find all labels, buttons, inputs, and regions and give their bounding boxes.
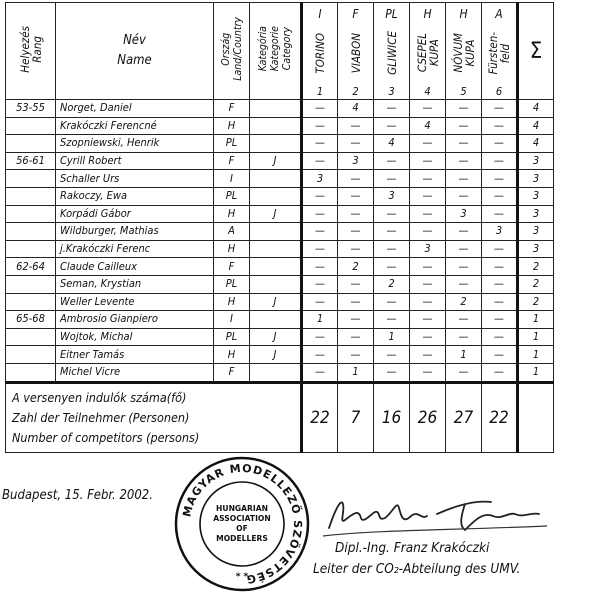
result-cell: — bbox=[374, 205, 410, 223]
competition-header-2 bbox=[338, 3, 374, 100]
country-cell: H bbox=[214, 205, 250, 223]
result-cell: — bbox=[410, 258, 446, 276]
competition-number: 2 bbox=[352, 85, 359, 98]
result-cell: — bbox=[446, 328, 482, 346]
result-cell: — bbox=[374, 293, 410, 311]
signer-role: Leiter der CO₂-Abteilung des UMV. bbox=[313, 561, 521, 577]
sum-cell: 3 bbox=[518, 223, 554, 241]
result-cell: — bbox=[482, 311, 518, 329]
competitors-count-3: 16 bbox=[374, 382, 410, 452]
sum-cell: 3 bbox=[518, 170, 554, 188]
country-cell: H bbox=[214, 117, 250, 135]
competitor-name: Michel Vicre bbox=[56, 363, 214, 382]
result-cell: — bbox=[482, 258, 518, 276]
competitor-name: Eitner Tamás bbox=[56, 346, 214, 364]
country-cell: PL bbox=[214, 275, 250, 293]
result-cell: — bbox=[302, 346, 338, 364]
result-cell: — bbox=[302, 240, 338, 258]
table-row bbox=[6, 152, 554, 170]
stamp-stars: * * bbox=[235, 572, 249, 582]
competitor-name: Wojtok, Michal bbox=[56, 328, 214, 346]
table-row bbox=[6, 293, 554, 311]
result-cell: — bbox=[410, 152, 446, 170]
rank-cell bbox=[6, 346, 56, 364]
competition-header-4 bbox=[410, 3, 446, 100]
result-cell: — bbox=[446, 363, 482, 382]
result-cell: — bbox=[338, 135, 374, 153]
country-cell: I bbox=[214, 311, 250, 329]
table-row bbox=[6, 170, 554, 188]
result-cell: 1 bbox=[338, 363, 374, 382]
result-cell: 2 bbox=[446, 293, 482, 311]
stamp-line-2: ASSOCIATION bbox=[213, 514, 271, 523]
rank-cell bbox=[6, 363, 56, 382]
competitors-count-5: 27 bbox=[446, 382, 482, 452]
result-cell: — bbox=[482, 363, 518, 382]
table-row bbox=[6, 240, 554, 258]
result-cell: — bbox=[338, 170, 374, 188]
sum-header: Σ bbox=[518, 3, 554, 100]
competitors-count-sum bbox=[518, 382, 554, 452]
competitor-name: Norget, Daniel bbox=[56, 100, 214, 118]
competitor-name: Cyrill Robert bbox=[56, 152, 214, 170]
result-cell: — bbox=[482, 205, 518, 223]
result-cell: — bbox=[374, 363, 410, 382]
result-cell: — bbox=[374, 346, 410, 364]
category-cell bbox=[250, 117, 302, 135]
result-cell: — bbox=[410, 205, 446, 223]
country-cell: PL bbox=[214, 187, 250, 205]
result-cell: — bbox=[302, 223, 338, 241]
stamp-line-3: OF bbox=[236, 524, 248, 533]
signature bbox=[315, 490, 555, 540]
competitor-name: Weller Levente bbox=[56, 293, 214, 311]
competitor-name: Seman, Krystian bbox=[56, 275, 214, 293]
competitors-count-1: 22 bbox=[302, 382, 338, 452]
result-cell: 2 bbox=[338, 258, 374, 276]
result-cell: — bbox=[410, 187, 446, 205]
result-cell: — bbox=[338, 346, 374, 364]
result-cell: 4 bbox=[338, 100, 374, 118]
competitor-name: Wildburger, Mathias bbox=[56, 223, 214, 241]
result-cell: — bbox=[338, 223, 374, 241]
competition-country: H bbox=[459, 7, 468, 21]
competition-number: 6 bbox=[495, 85, 503, 98]
result-cell: — bbox=[302, 205, 338, 223]
result-cell: — bbox=[482, 152, 518, 170]
country-cell: H bbox=[214, 293, 250, 311]
signer-name: Dipl.-Ing. Franz Krakóczki bbox=[335, 540, 490, 556]
table-row bbox=[6, 275, 554, 293]
category-cell bbox=[250, 258, 302, 276]
category-cell bbox=[250, 223, 302, 241]
result-cell: — bbox=[410, 275, 446, 293]
country-cell: H bbox=[214, 346, 250, 364]
category-cell: J bbox=[250, 152, 302, 170]
category-cell bbox=[250, 363, 302, 382]
result-cell: — bbox=[446, 170, 482, 188]
sum-cell: 4 bbox=[518, 100, 554, 118]
rank-cell bbox=[6, 170, 56, 188]
category-cell: J bbox=[250, 293, 302, 311]
result-cell: 3 bbox=[410, 240, 446, 258]
table-row bbox=[6, 100, 554, 118]
country-cell: F bbox=[214, 363, 250, 382]
result-cell: — bbox=[482, 328, 518, 346]
rank-cell bbox=[6, 240, 56, 258]
result-cell: 3 bbox=[374, 187, 410, 205]
result-cell: — bbox=[374, 117, 410, 135]
result-cell: — bbox=[374, 258, 410, 276]
sum-cell: 1 bbox=[518, 363, 554, 382]
competitor-name: Claude Cailleux bbox=[56, 258, 214, 276]
result-cell: — bbox=[410, 100, 446, 118]
table-row bbox=[6, 311, 554, 329]
competitors-count-label: A versenyen indulók száma(fő) Zahl der Teilnehmer (Personen) Number of competitors (persons) bbox=[6, 382, 302, 452]
result-cell: — bbox=[446, 100, 482, 118]
result-cell: 4 bbox=[410, 117, 446, 135]
result-cell: — bbox=[302, 187, 338, 205]
result-cell: — bbox=[338, 240, 374, 258]
sum-cell: 4 bbox=[518, 135, 554, 153]
competition-header-6 bbox=[482, 3, 518, 100]
result-cell: — bbox=[374, 152, 410, 170]
competition-country: I bbox=[318, 7, 322, 21]
category-cell bbox=[250, 100, 302, 118]
sum-cell: 1 bbox=[518, 346, 554, 364]
table-row bbox=[6, 135, 554, 153]
result-cell: 1 bbox=[302, 311, 338, 329]
result-cell: 3 bbox=[482, 223, 518, 241]
result-cell: 4 bbox=[374, 135, 410, 153]
competition-name: CSEPEL KUPA bbox=[414, 33, 441, 73]
result-cell: — bbox=[374, 100, 410, 118]
country-cell: F bbox=[214, 100, 250, 118]
category-cell: J bbox=[250, 328, 302, 346]
result-cell: — bbox=[410, 170, 446, 188]
competitor-name: Rakoczy, Ewa bbox=[56, 187, 214, 205]
country-cell: F bbox=[214, 152, 250, 170]
sum-cell: 4 bbox=[518, 117, 554, 135]
stamp-ring-text: MAGYAR MODELLEZŐ SZÖVETSÉG bbox=[180, 461, 305, 587]
result-cell: 3 bbox=[446, 205, 482, 223]
competition-name: NÓVUM KUPA bbox=[450, 33, 477, 73]
result-cell: — bbox=[302, 328, 338, 346]
competitors-count-4: 26 bbox=[410, 382, 446, 452]
result-cell: — bbox=[374, 311, 410, 329]
result-cell: — bbox=[446, 223, 482, 241]
result-cell: — bbox=[338, 311, 374, 329]
competition-header-3 bbox=[374, 3, 410, 100]
result-cell: — bbox=[446, 152, 482, 170]
sum-cell: 1 bbox=[518, 311, 554, 329]
competitor-name: Szopniewski, Henrik bbox=[56, 135, 214, 153]
result-cell: — bbox=[446, 240, 482, 258]
sum-cell: 2 bbox=[518, 275, 554, 293]
rank-cell: 62-64 bbox=[6, 258, 56, 276]
competition-country: A bbox=[495, 7, 503, 21]
sum-cell: 3 bbox=[518, 205, 554, 223]
sum-cell: 2 bbox=[518, 293, 554, 311]
table-row bbox=[6, 363, 554, 382]
result-cell: — bbox=[410, 293, 446, 311]
result-cell: — bbox=[410, 223, 446, 241]
competition-header-1 bbox=[302, 3, 338, 100]
country-header: Ország Land/Country bbox=[214, 3, 250, 100]
header-row bbox=[6, 3, 554, 100]
competition-number: 1 bbox=[316, 85, 324, 98]
result-cell: — bbox=[338, 275, 374, 293]
result-cell: — bbox=[410, 328, 446, 346]
result-cell: — bbox=[302, 363, 338, 382]
competition-name: VIABON bbox=[348, 32, 363, 74]
sum-cell: 1 bbox=[518, 328, 554, 346]
result-cell: — bbox=[302, 275, 338, 293]
category-cell bbox=[250, 135, 302, 153]
result-cell: — bbox=[482, 346, 518, 364]
table-row bbox=[6, 328, 554, 346]
result-cell: — bbox=[302, 135, 338, 153]
result-cell: — bbox=[374, 223, 410, 241]
rank-cell bbox=[6, 328, 56, 346]
category-cell bbox=[250, 187, 302, 205]
table-row bbox=[6, 223, 554, 241]
country-cell: A bbox=[214, 223, 250, 241]
result-cell: — bbox=[302, 152, 338, 170]
rank-cell: 65-68 bbox=[6, 311, 56, 329]
category-cell bbox=[250, 170, 302, 188]
result-cell: — bbox=[374, 170, 410, 188]
category-cell bbox=[250, 311, 302, 329]
category-cell: J bbox=[250, 346, 302, 364]
totals-row bbox=[6, 382, 554, 452]
rank-cell bbox=[6, 117, 56, 135]
result-cell: — bbox=[302, 100, 338, 118]
sum-cell: 3 bbox=[518, 187, 554, 205]
competition-country: PL bbox=[385, 7, 398, 21]
result-cell: 1 bbox=[374, 328, 410, 346]
country-cell: H bbox=[214, 240, 250, 258]
rank-cell bbox=[6, 293, 56, 311]
result-cell: — bbox=[410, 346, 446, 364]
country-cell: PL bbox=[214, 328, 250, 346]
result-cell: — bbox=[338, 205, 374, 223]
stamp-line-4: MODELLERS bbox=[216, 534, 268, 543]
rank-cell bbox=[6, 223, 56, 241]
table-row bbox=[6, 187, 554, 205]
table-row bbox=[6, 117, 554, 135]
result-cell: — bbox=[410, 135, 446, 153]
result-cell: — bbox=[446, 311, 482, 329]
country-cell: PL bbox=[214, 135, 250, 153]
results-table bbox=[5, 2, 554, 453]
sum-cell: 2 bbox=[518, 258, 554, 276]
rank-cell bbox=[6, 135, 56, 153]
rank-cell bbox=[6, 275, 56, 293]
rank-cell bbox=[6, 205, 56, 223]
result-cell: — bbox=[302, 293, 338, 311]
table-row bbox=[6, 258, 554, 276]
name-header: Név Name bbox=[56, 3, 214, 100]
result-cell: — bbox=[482, 240, 518, 258]
stamp-line-1: HUNGARIAN bbox=[216, 504, 268, 513]
category-cell bbox=[250, 240, 302, 258]
category-header: Kategória Kategorie Category bbox=[250, 3, 302, 100]
competition-country: F bbox=[352, 7, 359, 21]
result-cell: — bbox=[482, 170, 518, 188]
table-row bbox=[6, 205, 554, 223]
sum-cell: 3 bbox=[518, 240, 554, 258]
competition-header-5 bbox=[446, 3, 482, 100]
result-cell: 3 bbox=[338, 152, 374, 170]
association-stamp bbox=[173, 455, 311, 593]
result-cell: 3 bbox=[302, 170, 338, 188]
result-cell: — bbox=[446, 135, 482, 153]
result-cell: — bbox=[374, 240, 410, 258]
result-cell: — bbox=[482, 187, 518, 205]
competition-number: 3 bbox=[388, 85, 395, 98]
competition-country: H bbox=[423, 7, 432, 21]
result-cell: — bbox=[338, 117, 374, 135]
result-cell: — bbox=[302, 258, 338, 276]
result-cell: — bbox=[338, 328, 374, 346]
result-cell: — bbox=[446, 258, 482, 276]
result-cell: — bbox=[446, 187, 482, 205]
sum-cell: 3 bbox=[518, 152, 554, 170]
competition-name: TORINO bbox=[313, 32, 327, 74]
result-cell: — bbox=[482, 135, 518, 153]
competition-name: GLIWICE bbox=[384, 31, 399, 75]
competitors-count-6: 22 bbox=[482, 382, 518, 452]
competitor-name: j.Krakóczki Ferenc bbox=[56, 240, 214, 258]
country-cell: F bbox=[214, 258, 250, 276]
competitor-name: Schaller Urs bbox=[56, 170, 214, 188]
result-cell: — bbox=[338, 187, 374, 205]
table-row bbox=[6, 346, 554, 364]
result-cell: — bbox=[482, 117, 518, 135]
competitor-name: Korpádi Gábor bbox=[56, 205, 214, 223]
result-cell: — bbox=[410, 363, 446, 382]
result-cell: 2 bbox=[374, 275, 410, 293]
rank-cell: 53-55 bbox=[6, 100, 56, 118]
result-cell: 1 bbox=[446, 346, 482, 364]
competitor-name: Krakóczki Ferencné bbox=[56, 117, 214, 135]
result-cell: — bbox=[446, 117, 482, 135]
competition-number: 5 bbox=[460, 85, 467, 98]
rank-header: Helyezés Rang bbox=[6, 3, 56, 100]
category-cell bbox=[250, 275, 302, 293]
competitors-count-2: 7 bbox=[338, 382, 374, 452]
category-cell: J bbox=[250, 205, 302, 223]
competition-number: 4 bbox=[424, 85, 431, 98]
rank-cell bbox=[6, 187, 56, 205]
place-and-date: Budapest, 15. Febr. 2002. bbox=[2, 488, 153, 503]
result-cell: — bbox=[410, 311, 446, 329]
result-cell: — bbox=[302, 117, 338, 135]
result-cell: — bbox=[482, 100, 518, 118]
result-cell: — bbox=[338, 293, 374, 311]
result-cell: — bbox=[482, 275, 518, 293]
country-cell: I bbox=[214, 170, 250, 188]
competitor-name: Ambrosio Gianpiero bbox=[56, 311, 214, 329]
rank-cell: 56-61 bbox=[6, 152, 56, 170]
result-cell: — bbox=[482, 293, 518, 311]
competition-name: Fürsten- feld bbox=[486, 31, 512, 75]
result-cell: — bbox=[446, 275, 482, 293]
